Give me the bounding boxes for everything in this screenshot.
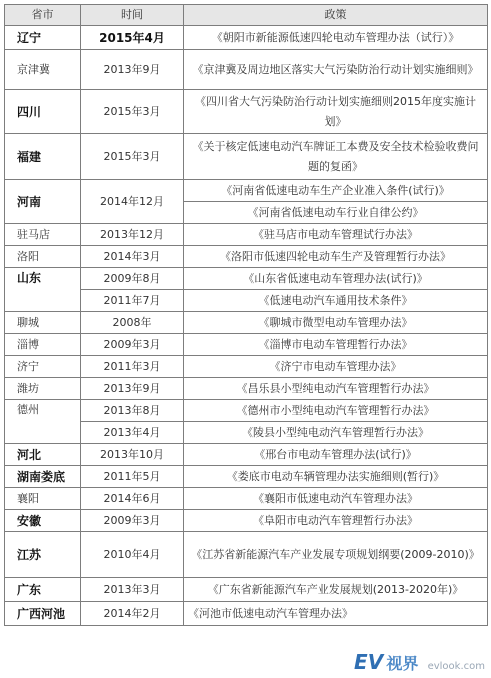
table-row [5,180,488,202]
header-policy: 政策 [184,5,488,26]
time-cell: 2013年8月 [81,400,184,422]
time-cell: 2015年3月 [81,90,184,134]
policy-cell: 《邢台市电动车管理办法(试行)》 [184,444,488,466]
table-row [5,488,488,510]
time-cell: 2013年12月 [81,224,184,246]
policy-cell: 《襄阳市低速电动汽车管理办法》 [184,488,488,510]
time-cell: 2008年 [81,312,184,334]
province-cell: 洛阳 [5,246,81,268]
province-cell: 辽宁 [5,26,81,50]
header-time: 时间 [81,5,184,26]
policy-cell: 《河南省低速电动车生产企业准入条件(试行)》 [184,180,488,202]
province-cell: 四川 [5,90,81,134]
time-cell: 2013年9月 [81,378,184,400]
time-cell: 2014年6月 [81,488,184,510]
time-cell: 2014年3月 [81,246,184,268]
watermark-site: evlook.com [427,661,485,672]
province-cell: 河北 [5,444,81,466]
policy-cell: 《德州市小型纯电动汽车管理暂行办法》 [184,400,488,422]
time-cell: 2009年3月 [81,510,184,532]
table-row [5,400,488,422]
policy-cell: 《淄博市电动车管理暂行办法》 [184,334,488,356]
table-row [5,224,488,246]
header-row [5,5,488,26]
time-cell: 2014年12月 [81,180,184,224]
time-cell: 2013年10月 [81,444,184,466]
province-cell: 安徽 [5,510,81,532]
time-cell: 2013年9月 [81,50,184,90]
time-cell: 2015年3月 [81,134,184,180]
policy-cell: 《娄底市电动车辆管理办法实施细则(暂行)》 [184,466,488,488]
province-cell: 聊城 [5,312,81,334]
policy-cell: 《河池市低速电动汽车管理办法》 [184,602,488,626]
table-row [5,334,488,356]
province-cell: 京津冀 [5,50,81,90]
watermark [354,650,485,674]
policy-cell: 《京津冀及周边地区落实大气污染防治行动计划实施细则》 [184,50,488,90]
province-cell: 湖南娄底 [5,466,81,488]
province-cell: 济宁 [5,356,81,378]
table-row [5,578,488,602]
table-row [5,246,488,268]
time-cell: 2011年7月 [81,290,184,312]
time-cell: 2014年2月 [81,602,184,626]
policy-cell: 《洛阳市低速四轮电动车生产及管理暂行办法》 [184,246,488,268]
policy-cell: 《驻马店市电动车管理试行办法》 [184,224,488,246]
policy-cell: 《江苏省新能源汽车产业发展专项规划纲要(2009-2010)》 [184,532,488,578]
time-cell: 2011年3月 [81,356,184,378]
policy-cell: 《聊城市微型电动车管理办法》 [184,312,488,334]
table-row [5,90,488,134]
policy-cell: 《昌乐县小型纯电动汽车管理暂行办法》 [184,378,488,400]
time-cell: 2010年4月 [81,532,184,578]
table-row [5,50,488,90]
policy-table [4,4,488,626]
table-row [5,268,488,290]
policy-cell: 《山东省低速电动车管理办法(试行)》 [184,268,488,290]
province-cell: 山东 [5,268,81,312]
province-cell: 江苏 [5,532,81,578]
time-cell: 2013年4月 [81,422,184,444]
time-cell: 2011年5月 [81,466,184,488]
table-row [5,134,488,180]
watermark-logo: EV [354,650,384,674]
table-row [5,532,488,578]
policy-cell: 《阜阳市电动汽车管理暂行办法》 [184,510,488,532]
time-cell: 2015年4月 [81,26,184,50]
time-cell: 2009年8月 [81,268,184,290]
province-cell: 淄博 [5,334,81,356]
policy-cell: 《河南省低速电动车行业自律公约》 [184,202,488,224]
watermark-cn: 视界 [386,654,419,673]
province-cell: 襄阳 [5,488,81,510]
policy-cell: 《四川省大气污染防治行动计划实施细则2015年度实施计划》 [184,90,488,134]
time-cell: 2013年3月 [81,578,184,602]
province-cell: 福建 [5,134,81,180]
policy-cell: 《陵县小型纯电动汽车管理暂行办法》 [184,422,488,444]
table-row [5,312,488,334]
time-cell: 2009年3月 [81,334,184,356]
header-province: 省市 [5,5,81,26]
province-cell: 德州 [5,400,81,444]
table-row [5,26,488,50]
policy-cell: 《关于核定低速电动汽车牌证工本费及安全技术检验收费问题的复函》 [184,134,488,180]
province-cell: 潍坊 [5,378,81,400]
policy-cell: 《济宁市电动车管理办法》 [184,356,488,378]
table-row [5,378,488,400]
province-cell: 广西河池 [5,602,81,626]
table-row [5,466,488,488]
policy-cell: 《广东省新能源汽车产业发展规划(2013-2020年)》 [184,578,488,602]
table-row [5,602,488,626]
table-row [5,356,488,378]
table-row [5,444,488,466]
table-row [5,510,488,532]
policy-cell: 《朝阳市新能源低速四轮电动车管理办法（试行）》 [184,26,488,50]
province-cell: 河南 [5,180,81,224]
policy-cell: 《低速电动汽车通用技术条件》 [184,290,488,312]
province-cell: 驻马店 [5,224,81,246]
province-cell: 广东 [5,578,81,602]
